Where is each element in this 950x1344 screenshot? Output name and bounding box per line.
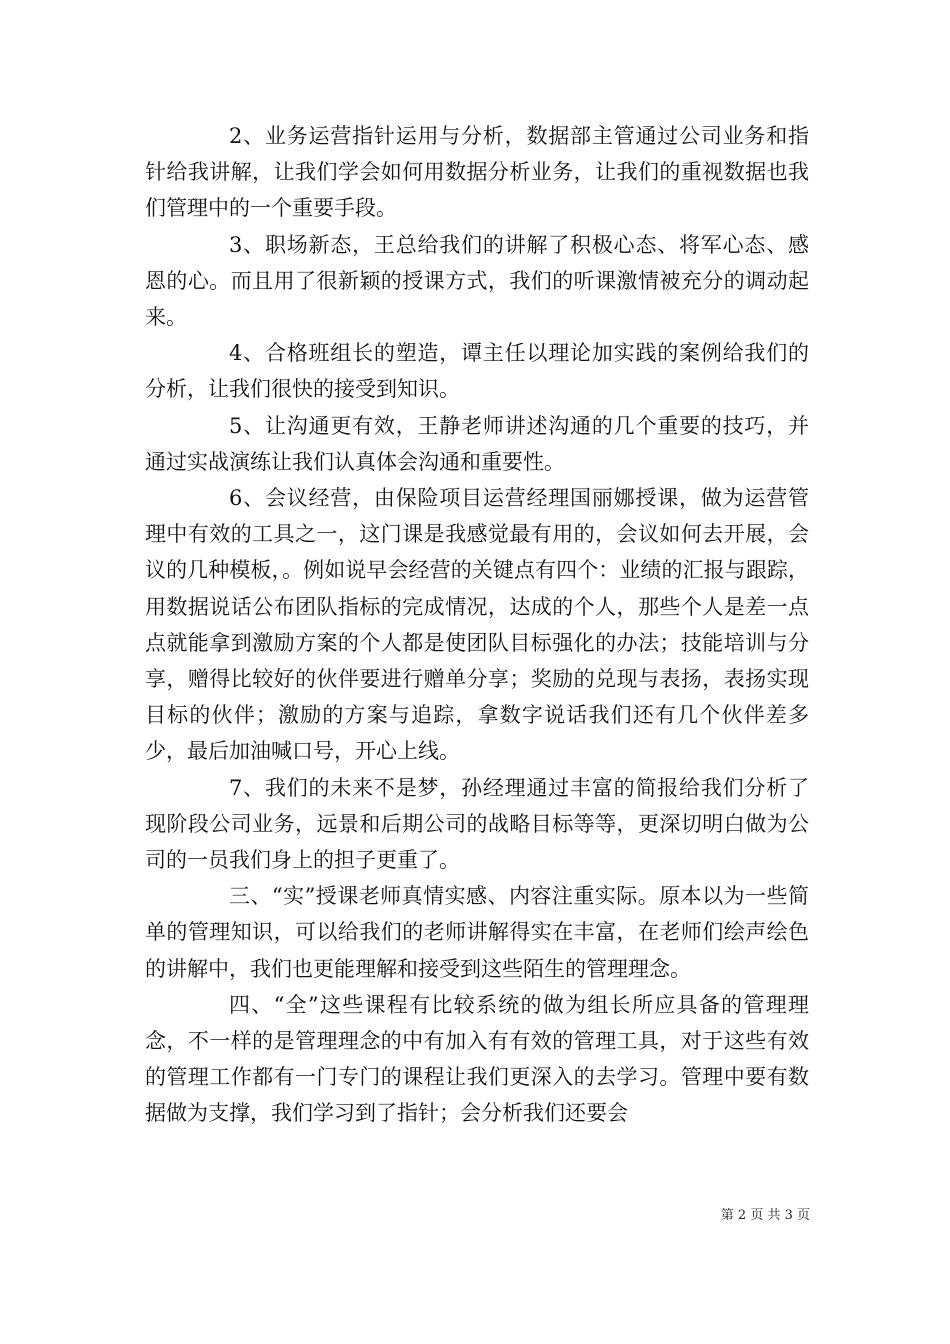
paragraph-item-7: 7、我们的未来不是梦，孙经理通过丰富的简报给我们分析了现阶段公司业务，远景和后期公司的战略目标等等，更深切明白做为公司的一员我们身上的担子更重了。 (145, 775, 809, 873)
paragraph-item-6: 6、会议经营，由保险项目运营经理国丽娜授课，做为运营管理中有效的工具之一，这门课是我感觉最有用的，会议如何去开展，会议的几种模板，。例如说早会经营的关键点有四个：业绩的汇报与跟踪，用数据说话公布团队指标的完成情况，达成的个人，那些个人是差一点点就能拿到激励方案的个人都是使团队目标强化的办法；技能培训与分享，赠得比较好的伙伴要进行赠单分享；奖励的兑现与表扬，表扬实现目标的伙伴；激励的方案与追踪，拿数字说话我们还有几个伙伴差多少，最后加油喊口号，开心上线。 (145, 486, 809, 764)
paragraph-section-3: 三、“实”授课老师真情实感、内容注重实际。原本以为一些简单的管理知识，可以给我们的老师讲解得实在丰富，在老师们绘声绘色的讲解中，我们也更能理解和接受到这些陌生的管理理念。 (145, 884, 809, 981)
paragraph-section-4: 四、“全”这些课程有比较系统的做为组长所应具备的管理理念，不一样的是管理理念的中有加入有有效的管理工具，对于这些有效的管理工作都有一门专门的课程让我们更深入的去学习。管理中要有数据做为支撑，我们学习到了指针；会分析我们还要会 (145, 992, 809, 1126)
paragraph-item-4: 4、合格班组长的塑造，谭主任以理论加实践的案例给我们的分析，让我们很快的接受到知识。 (145, 341, 809, 402)
paragraph-item-5: 5、让沟通更有效，王静老师讲述沟通的几个重要的技巧，并通过实战演练让我们认真体会沟通和重要性。 (145, 413, 809, 474)
paragraph-item-3: 3、职场新态，王总给我们的讲解了积极心态、将军心态、感恩的心。而且用了很新颖的授课方式，我们的听课激情被充分的调动起来。 (145, 232, 809, 330)
document-body (145, 118, 809, 1132)
paragraph-item-2: 2、业务运营指针运用与分析，数据部主管通过公司业务和指针给我讲解，让我们学会如何用数据分析业务，让我们的重视数据也我们管理中的一个重要手段。 (145, 124, 809, 221)
page-number: 第 2 页 共 3 页 (720, 1208, 810, 1223)
